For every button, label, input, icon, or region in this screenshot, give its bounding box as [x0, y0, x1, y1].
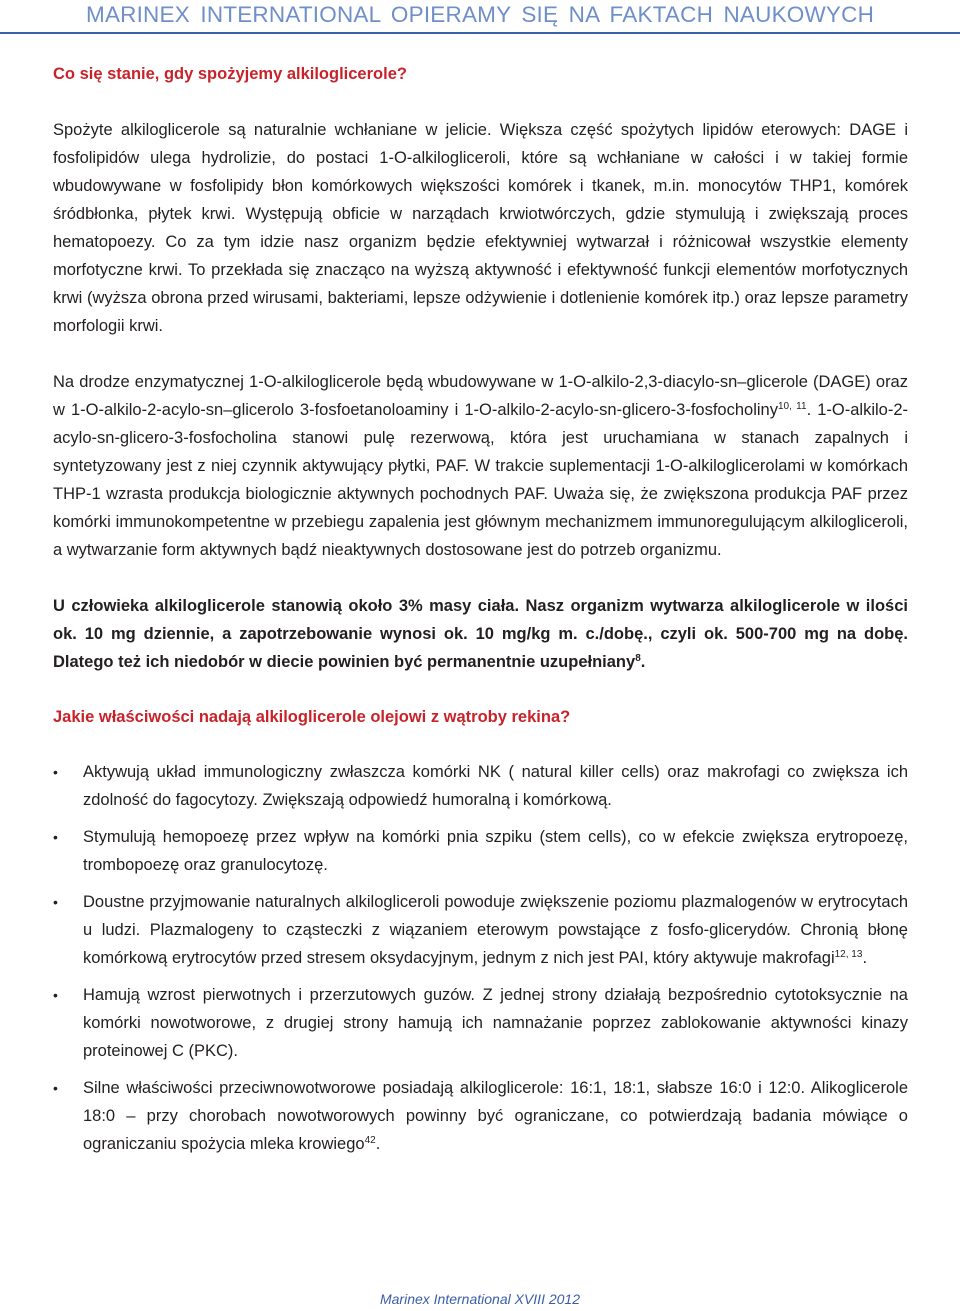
reference-superscript: 8	[635, 653, 641, 664]
list-item-tail: .	[375, 1135, 381, 1153]
bullet-icon: •	[53, 829, 58, 845]
reference-superscript: 42	[364, 1135, 376, 1146]
bullet-icon: •	[53, 764, 58, 780]
paragraph-body-content-a: U człowieka alkiloglicerole stanowią około 3% masy ciała. Nasz organizm wytwarza alkiloglicerole w ilości ok. 10 mg dziennie, a zapotrzebowanie wynosi ok. 10 mg/kg m. c./dobę., czyli ok. 500-700 mg na dobę. Dlatego też ich niedobór w diecie powinien być permanentnie uzupełniany	[53, 597, 908, 671]
reference-superscript: 10, 11	[777, 401, 807, 412]
list-item-text: Stymulują hemopoezę przez wpływ na komórki pnia szpiku (stem cells), co w efekcie zwiększa erytropoezę, trombopoezę oraz granulocytozę.	[83, 828, 908, 874]
header-title: MARINEX INTERNATIONAL OPIERAMY SIĘ NA FAKTACH NAUKOWYCH	[86, 2, 875, 27]
list-item-tail: .	[862, 949, 868, 967]
bullet-icon: •	[53, 987, 58, 1003]
list-item	[53, 1074, 908, 1158]
paragraph-body-content-b: .	[640, 653, 646, 671]
list-item-text: Hamują wzrost pierwotnych i przerzutowych guzów. Z jednej strony działają bezpośrednio cytotoksycznie na komórki nowotworowe, z drugiej strony hamują ich namnażanie poprzez zablokowanie aktywności kinazy proteinowej C (PKC).	[83, 986, 908, 1060]
page-header	[0, 0, 960, 34]
paragraph-enzymatic	[53, 368, 908, 564]
list-item-text: Aktywują układ immunologiczny zwłaszcza komórki NK ( natural killer cells) oraz makrofagi co zwiększa ich zdolność do fagocytozy. Zwiększają odpowiedź humoralną i komórkową.	[83, 763, 908, 809]
section-heading-1: Co się stanie, gdy spożyjemy alkiloglicerole?	[53, 65, 407, 83]
list-item-text: Doustne przyjmowanie naturalnych alkiloglicerolі powoduje zwiększenie poziomu plazmalogenów w erytrocytach u ludzi. Plazmalogeny to cząsteczki z wiązaniem eterowym powstające z fosfo-glicerydów. Chronią błonę komórkową erytrocytów przed stresem oksydacyjnym, jednym z nich jest PAI, który aktywuje makrofagi	[83, 893, 908, 967]
page-footer: Marinex International XVIII 2012	[379, 1291, 580, 1307]
paragraph-enzymatic-b: . 1-O-alkilo-2-acylo-sn-glicero-3-fosfocholina stanowi pulę rezerwową, która jest uruchamiana w stanach zapalnych i syntetyzowany jest z niej czynnik aktywujący płytki, PAF. W trakcie suplementacji 1-O-alkiloglicerolami w komórkach THP-1 wzrasta produkcja biologicznie aktywnych pochodnych PAF. Uważa się, że zwiększona produkcja PAF przez komórki immunokompetentne w przebiegu zapalenia jest głównym mechanizmem immunoregulującym alkiloglicerolі, a wytwarzanie form aktywnych bądź nieaktywnych dostosowane jest do potrzeb organizmu.	[53, 401, 909, 559]
main-content	[53, 60, 908, 1167]
paragraph-absorption: Spożyte alkiloglicerole są naturalnie wchłaniane w jelicie. Większa część spożytych lipidów eterowych: DAGE i fosfolipidów ulega hydrolizie, do postaci 1-O-alkiloglicerolі, które są wchłaniane w całości i w takiej formie wbudowywane w fosfolipidy błon komórkowych większości komórek i tkanek, m.in. monocytów THP1, komórek śródbłonka, płytek krwi. Występują obficie w narządach krwiotwórczych, gdzie stymulują i zwiększają proces hematopoezy. Co za tym idzie nasz organizm będzie efektywniej wytwarzał i różnicował wszystkie elementy morfotyczne krwi. To przekłada się znacząco na wyższą aktywność i efektywność funkcji elementów morfotycznych krwi (wyższa obrona przed wirusami, bakteriami, lepsze odżywienie i dotlenienie komórek itp.) oraz lepsze parametry morfologii krwi.	[53, 121, 908, 335]
properties-list	[53, 758, 908, 1158]
bullet-icon: •	[53, 1080, 58, 1096]
list-item	[53, 758, 908, 814]
paragraph-enzymatic-a: Na drodze enzymatycznej 1-O-alkiloglicerole będą wbudowywane w 1-O-alkilo-2,3-diacylo-sn–glicerole (DAGE) oraz w 1-O-alkilo-2-acylo-sn–glicerolo 3-fosfoetanoloaminy i 1-O-alkilo-2-acylo-sn-glicero-3-fosfocholiny	[53, 373, 908, 419]
list-item	[53, 823, 908, 879]
list-item	[53, 888, 908, 972]
section-heading-2: Jakie właściwości nadają alkiloglicerole olejowi z wątroby rekina?	[53, 708, 571, 726]
paragraph-body-content	[53, 592, 908, 676]
reference-superscript: 12, 13	[834, 949, 863, 960]
list-item	[53, 981, 908, 1065]
list-item-text: Silne właściwości przeciwnowotworowe posiadają alkiloglicerole: 16:1, 18:1, słabsze 16:0 i 12:0. Alikoglicerole 18:0 – przy chorobach nowotworowych powinny być ograniczane, co potwierdzają badania mówiące o ograniczaniu spożycia mleka krowiego	[83, 1079, 908, 1153]
bullet-icon: •	[53, 894, 58, 910]
